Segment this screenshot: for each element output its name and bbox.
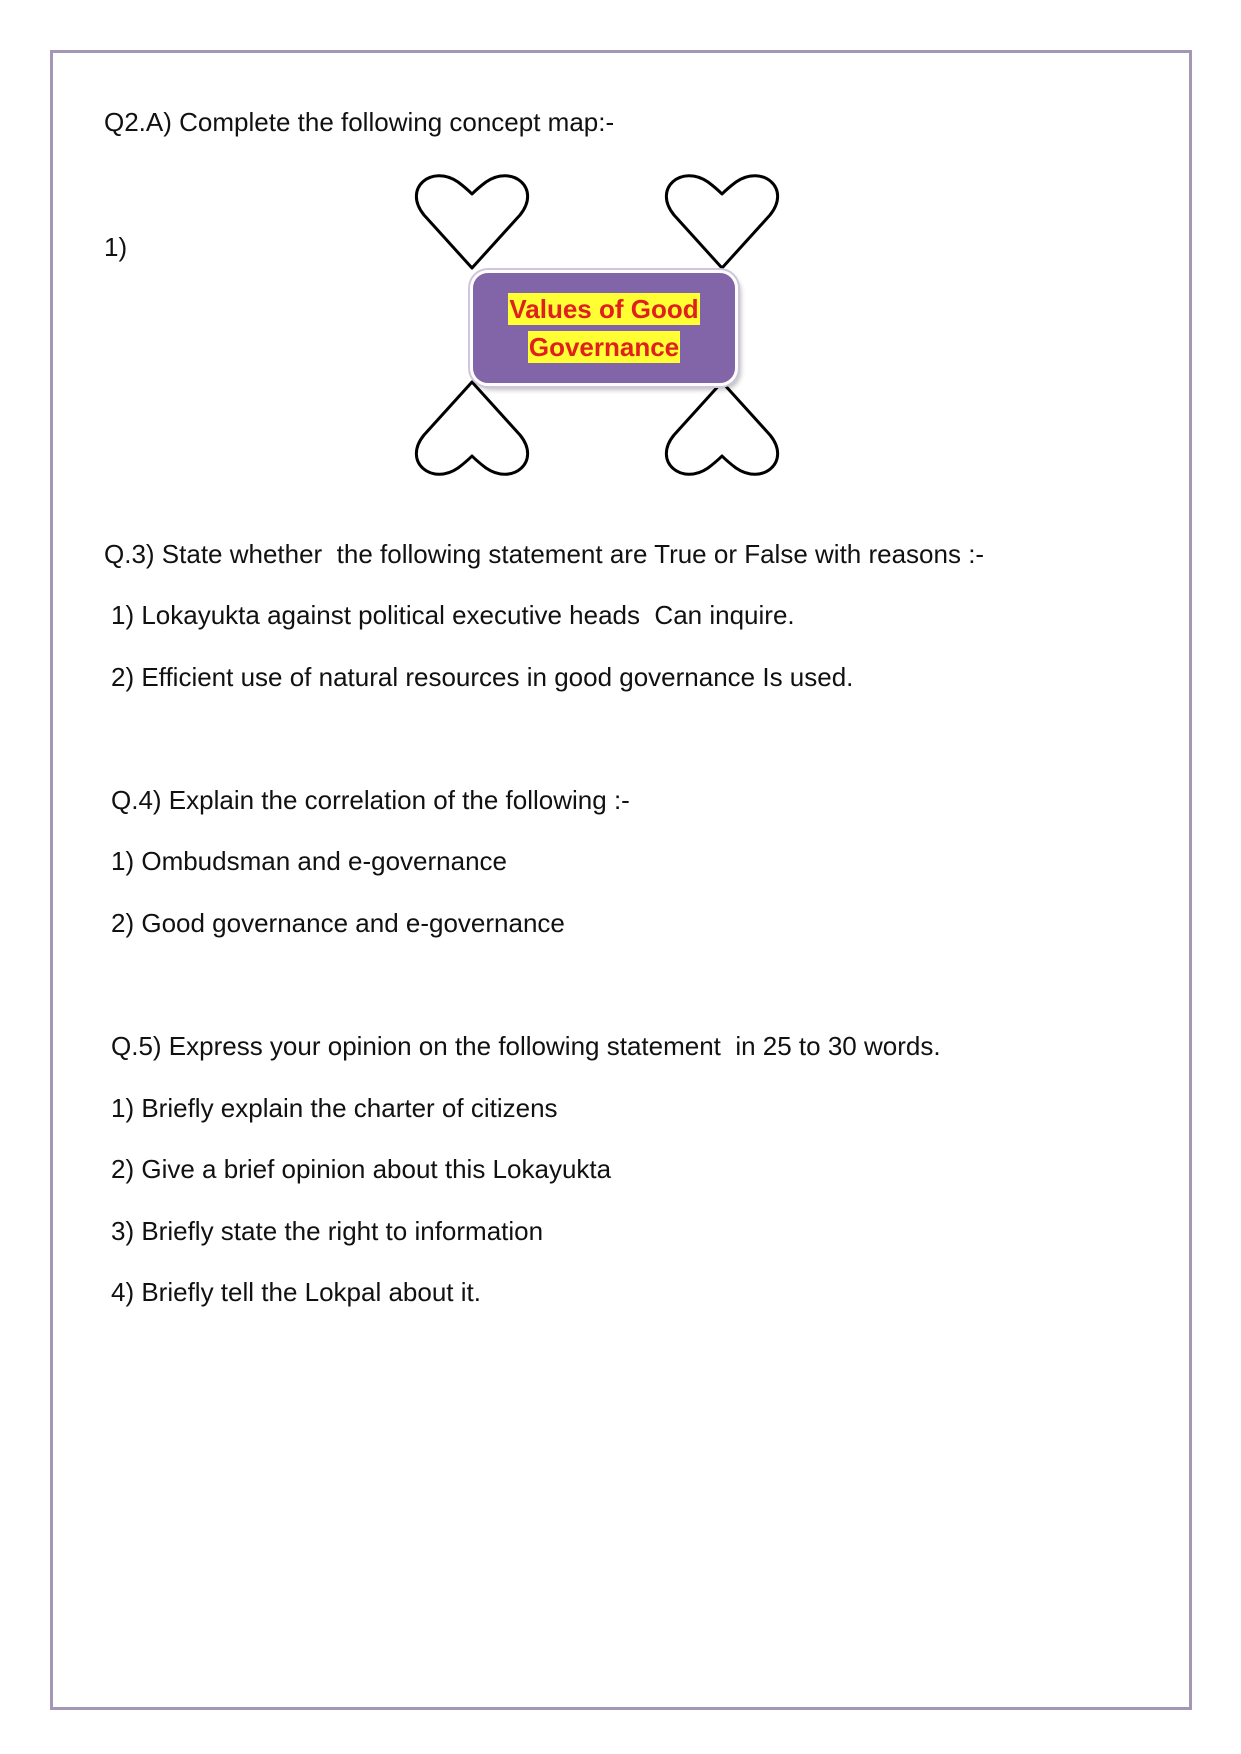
heart-top-right-icon [660,170,784,270]
heart-bottom-right-icon [660,380,784,480]
heart-bottom-left-icon [410,380,534,480]
concept-map-center-box [470,270,738,386]
q2-item-number: 1) [104,232,128,262]
q5-item-1: 1) Briefly explain the charter of citizens [111,1093,558,1123]
heart-top-left-icon [410,170,534,270]
concept-map [410,170,810,490]
center-title-line-2: Governance [528,332,680,362]
q2-heading: Q2.A) Complete the following concept map:- [104,107,615,137]
q4-item-1: 1) Ombudsman and e-governance [111,846,508,876]
q4-item-2: 2) Good governance and e-governance [111,908,565,938]
q4-heading: Q.4) Explain the correlation of the following :- [111,785,630,815]
q5-item-3: 3) Briefly state the right to information [111,1216,544,1246]
q5-heading: Q.5) Express your opinion on the following statement in 25 to 30 words. [111,1031,941,1061]
q5-item-2: 2) Give a brief opinion about this Lokayukta [111,1154,612,1184]
q3-heading: Q.3) State whether the following statement are True or False with reasons :- [104,539,985,569]
center-title-line-1: Values of Good [509,294,699,324]
q3-item-2: 2) Efficient use of natural resources in good governance Is used. [111,662,854,692]
q5-item-4: 4) Briefly tell the Lokpal about it. [111,1277,481,1307]
q3-item-1: 1) Lokayukta against political executive heads Can inquire. [111,600,795,630]
